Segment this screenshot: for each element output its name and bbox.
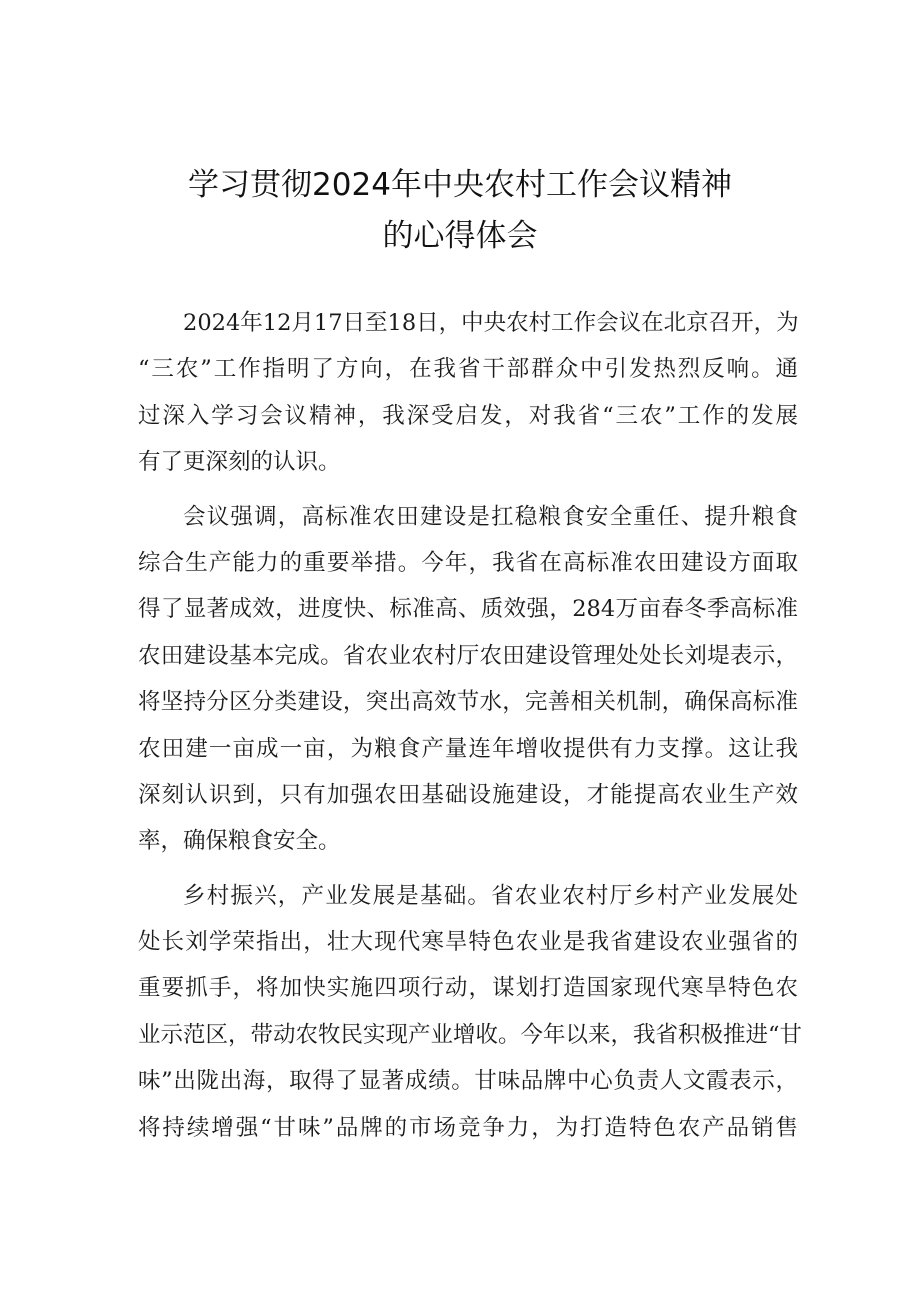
text-line: 重要抓手，将加快实施四项行动，谋划打造国家现代寒旱特色农: [138, 975, 798, 1002]
text-line: 综合生产能力的重要举措。今年，我省在高标准农田建设方面取: [138, 549, 798, 576]
text-line: 味”出陇出海，取得了显著成绩。甘味品牌中心负责人文霞表示，: [138, 1068, 798, 1095]
text-line: 深刻认识到，只有加强农田基础设施建设，才能提高农业生产效: [138, 781, 798, 808]
text-line: 有了更深刻的认识。: [138, 449, 341, 476]
text-line: 将持续增强“甘味”品牌的市场竞争力，为打造特色农产品销售: [138, 1114, 798, 1141]
text-line: 过深入学习会议精神，我深受启发，对我省“三农”工作的发展: [138, 402, 798, 429]
document-title: [120, 160, 800, 262]
text-line: 业示范区，带动农牧民实现产业增收。今年以来，我省积极推进“甘: [138, 1021, 803, 1048]
paragraph: [138, 873, 803, 1151]
text-line: 处长刘学荣指出，壮大现代寒旱特色农业是我省建设农业强省的: [138, 929, 798, 956]
text-line: 率，确保粮食安全。: [138, 828, 341, 855]
paragraph: [138, 300, 798, 486]
text-line: 得了显著成效，进度快、标准高、质效强，284万亩春冬季高标准: [138, 596, 798, 623]
text-line: 将坚持分区分类建设，突出高效节水，完善相关机制，确保高标准: [138, 689, 798, 716]
document-body: [138, 300, 803, 1151]
text-line: 2024年12月17日至18日，中央农村工作会议在北京召开，为: [183, 310, 799, 336]
text-line: 乡村振兴，产业发展是基础。省农业农村厅乡村产业发展处: [183, 882, 798, 909]
text-line: 农田建设基本完成。省农业农村厅农田建设管理处处长刘堤表示，: [138, 642, 798, 669]
text-line: 会议强调，高标准农田建设是扛稳粮食安全重任、提升粮食: [183, 503, 798, 530]
paragraph-gap: [138, 486, 798, 494]
paragraph-gap: [138, 865, 798, 873]
text-line: “三农”工作指明了方向，在我省干部群众中引发热烈反响。通: [138, 356, 798, 383]
text-line: 农田建一亩成一亩，为粮食产量连年增收提供有力支撑。这让我: [138, 735, 798, 762]
title-line-1: 学习贯彻2024年中央农村工作会议精神: [188, 167, 732, 203]
title-line-2: 的心得体会: [382, 218, 538, 254]
paragraph: [138, 494, 798, 865]
